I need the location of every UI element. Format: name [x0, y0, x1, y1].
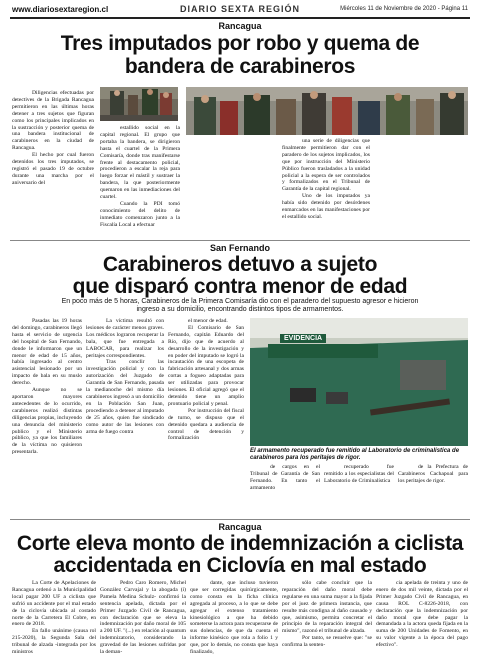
paragraph: El Comisario de San Fernando, capitán Eduardo del Río, dijo que de acuerdo al desarrollo de la investigación y en poder del imputado se logró la incautación de una escopeta de fabricación artesanal y dos armas cortas a fogueo adaptadas para ser utilizadas para provocar lesiones. El oficial agregó que el detenido tiene un amplio prontuario policial y penal.	[168, 324, 244, 407]
site-url[interactable]: www.diariosextaregion.cl	[12, 5, 109, 14]
article3-headline-line1: Corte eleva monto de indemnización a ciclista	[16, 532, 464, 555]
paragraph: Cuando la PDI tomó conocimiento del delito de inmediato comenzaron junto a la Fiscalía Local a efectuar	[100, 200, 180, 228]
paragraph: Diligencias efectuadas por detectives de la Brigada Rancagua permitieron en las últimas horas detener a tres sujetos que figuran como los principales implicados en la sustracción y posterior quema de una bandera institucional de carabineros en la ciudad de Rancagua.	[12, 90, 94, 152]
paragraph: dante, que incluso tuvieron que ser corregidas quirúrgicamente, como consta en la ficha clínica agregada al proceso, a lo que se debe agregar el extenso tratamiento kinesiológico a que ha debido someterse la actora para recuperarse de sus dolencias, de que da cuenta el informe kinésico que rola a folio 1 y que, por lo demás, no consta que haya finalizado,	[190, 580, 278, 656]
paragraph: estallido social en la capital regional. El grupo que portaba la bandera, se dirigieron hasta el cuartel de la Primera Comisaría, donde tras manifestarse frente al destacamento policial, procedieron a escalar la reja para luego forzar el mástil y sustraer la bandera, la que posteriormente quemaron en las inmediaciones del cuartel.	[100, 125, 180, 201]
article2-tail-2: recuperado fue remitido a los especialistas del Laboratorio de Criminalística	[324, 464, 394, 484]
article2-photo	[250, 318, 468, 446]
paragraph: sólo cabe concluir que la reparación del daño moral debe regularse en una suma mayor a la fijada por el juez de primera instancia, que resulte más condigna al daño causado y que, asimismo, permita concretar el principio de la reparación integral del mismo", razonó el tribunal de alzada.	[282, 580, 372, 635]
paragraph: En fallo unánime (causa rol 215-2020), la Segunda Sala del tribunal de alzada -integrada por los ministros	[12, 628, 96, 656]
paragraph: La víctima resultó con lesiones de carácter menos graves. Los médicos lograron recuperar la bala, que fue entregada a LABOCAR, para realizar los peritajes correspondientes.	[86, 318, 164, 359]
header-rule	[10, 17, 470, 19]
article2-column-1	[12, 318, 82, 518]
paragraph: Por tanto, se resuelve que: "se confirma la senten-	[282, 635, 372, 649]
article2-subhead: En poco más de 5 horas, Carabineros de la Primera Comisaría dio con el paradero del supuesto agresor e hicieron ingreso a su domicilio, encontrando distintos tipos de armamentos.	[61, 298, 419, 313]
article2-headline-line1: Carabineros detuvo a sujeto	[102, 253, 378, 276]
article3-column-4	[282, 580, 372, 668]
article2-column-3	[168, 318, 244, 518]
evidence-sign: EVIDENCIA	[280, 334, 326, 343]
crowd-photo-image	[186, 87, 468, 135]
section-divider-1	[10, 240, 470, 241]
newspaper-name: DIARIO SEXTA REGIÓN	[179, 4, 300, 14]
article3-column-5	[376, 580, 468, 668]
article2-tail-3: de la Prefectura de Carabineros Cachapoal para los peritajes de rigor.	[398, 464, 468, 484]
article2-headline-line2: que disparó contra menor de edad	[72, 275, 408, 298]
article3-headline-line2: accidentada en Ciclovía en mal estado	[53, 554, 427, 577]
paragraph: Pedro Caro Romero, Michel González Carvajal y la abogada (i) Pamela Medina Schulz- confirmó la sentencia apelada, dictada por el Primer Juzgado Civil de Rancagua, con declaración que se eleva la indemnización por daño moral de 105 a 200 UF. "(...) en relación al quantum indemnizatorio, considerando la gravedad de las lesiones sufridas por la deman-	[100, 580, 186, 656]
paragraph: La Corte de Apelaciones de Rancagua ordenó a la Municipalidad local pagar 200 UF a ciclista que sufrió un accidente por el mal estado de la ciclovía ubicada al costado norte de la Carretera El Cobre, en enero de 2018.	[12, 580, 96, 628]
article3-column-2	[100, 580, 186, 668]
article2-kicker: San Fernando	[209, 243, 270, 253]
dateline: Miércoles 11 de Noviembre de 2020 - Página 11	[340, 6, 468, 12]
article1-main-photo	[186, 87, 468, 135]
paragraph: Aunque no se aportaron mayores antecedentes de lo ocurrido, carabineros realizó distintas diligencias propias, incluyendo una denuncia del ministerio publico y el Ministerio público, ya que los familiares de la víctima no quisieron presentarla.	[12, 387, 82, 456]
paragraph: El hecho por cual fueron detenidos los tres imputados, se registró el pasado 19 de octubre durante una marcha por el aniversario del	[12, 152, 94, 186]
article3-kicker: Rancagua	[218, 522, 262, 532]
article3-column-1	[12, 580, 96, 668]
paragraph: el menor de edad.	[188, 318, 228, 324]
protest-photo-image	[100, 87, 178, 121]
paragraph: Tras conclir las investigación policial y con la autorización del Juzgado de Garantía de San Fernando, pasada la medianoche del mismo día carabineros ingresó a un domicilio en la Población San Juan, procediendo a detener al imputado de 25 años, quien fue sindicado como autor de las lesiones con arma de fuego contra	[86, 359, 164, 435]
article2-tail-1: de cargos en el Tribunal de Garantía de San Fernando. En tanto el armamento	[250, 464, 320, 491]
section-divider-2	[10, 519, 470, 520]
article2-column-2	[86, 318, 164, 518]
paragraph: cia apelada de treinta y uno de enero de dos mil veinte, dictada por el Primer Juzgado Civil de Rancagua, en causa ROL C-8226-2018, con declaración que la indemnización por daño moral que debe pagar la demandada a la actora queda fijada en la suma de 200 Unidades de Fomento, en su valor vigente a la época del pago efectivo".	[376, 580, 468, 649]
article1-column-2b	[186, 138, 276, 248]
paragraph: Por instrucción del fiscal de turno, se dispuso que el detenido quedara a audiencia de control de detención y formalización	[168, 407, 244, 442]
article2-photo-caption: El armamento recuperado fue remitido al Laboratorio de criminalística de carabineros para los peritajes de rigor.	[250, 448, 460, 461]
article1-headline-line2: bandera de carabineros	[124, 55, 356, 78]
paragraph: Pasadas las 19 horas del domingo, carabineros llegó hasta el servicio de urgencia del hospital de San Fernando, donde le informaron que un menor de edad de 15 años, había ingresado al centro asistencial lesionado por un impacto de bala en su muslo derecho.	[12, 318, 82, 387]
paragraph: Uno de los imputados ya había sido detenido por desórdenes enmarcados en las manifestaciones por el estallido social.	[282, 193, 370, 220]
article1-column-2	[100, 125, 180, 245]
article1-headline-line1: Tres imputados por robo y quema de	[60, 32, 420, 55]
paragraph: una serie de diligencias que finalmente permitieron dar con el paradero de los sujetos implicados, los que por instrucción del Ministerio Público fueron trasladados a la unidad policial a la espera de ser controlados y formalizados en el Tribunal de Garantía de la capital regional.	[282, 138, 370, 193]
article1-photo	[100, 87, 178, 121]
article1-column-3	[282, 138, 370, 248]
article1-kicker: Rancagua	[218, 21, 262, 31]
article1-column-1	[12, 90, 94, 240]
article3-column-3	[190, 580, 278, 668]
